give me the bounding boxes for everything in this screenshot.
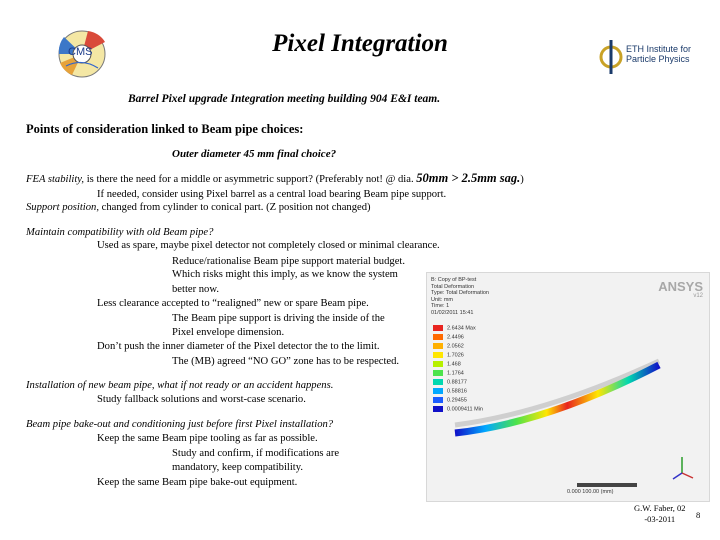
- axis-triad-icon: [673, 457, 693, 479]
- bakeout-heading: Beam pipe bake-out and conditioning just before first Pixel installation?: [26, 419, 334, 430]
- compat-line1: Used as spare, maybe pixel detector not completely closed or minimal clearance.: [97, 240, 440, 251]
- bakeout-line2: Study and confirm, if modifications are: [172, 448, 340, 459]
- ansys-version: v12: [693, 293, 703, 299]
- footer-author-line: G.W. Faber, 02: [634, 503, 686, 513]
- fea-line2: If needed, consider using Pixel barrel as a central load bearing Beam pipe support.: [97, 189, 447, 200]
- legend-value: 1.468: [447, 361, 461, 368]
- footer-date: -03-2011: [644, 514, 676, 524]
- sim-header-line: Unit: mm: [431, 296, 453, 303]
- sim-header-line: Type: Total Deformation: [431, 290, 489, 296]
- page-title: Pixel Integration: [272, 30, 448, 57]
- sim-header-line: B: Copy of BP-test: [431, 277, 477, 283]
- scale-label: 0.000 100.00 (mm): [567, 489, 614, 495]
- support-label: Support position,: [26, 202, 99, 213]
- sim-header-line: Time: 1: [431, 303, 450, 309]
- cms-logo-text: CMS: [68, 46, 93, 58]
- bakeout-line4: Keep the same Beam pipe bake-out equipment.: [97, 477, 298, 488]
- page-number: 8: [696, 510, 701, 520]
- fea-emphasis: 50mm > 2.5mm sag.: [416, 171, 521, 185]
- fea-text: is there the need for a middle or asymmetric support? (Preferably not! @ dia.: [84, 174, 414, 185]
- fea-label: FEA stability,: [26, 174, 85, 185]
- legend-value: 2.4496: [447, 334, 464, 341]
- bakeout-line1: Keep the same Beam pipe tooling as far as possible.: [97, 433, 318, 444]
- beam-pipe-deformation: [427, 273, 709, 501]
- legend-value: 1.1764: [447, 370, 464, 377]
- outer-diameter-question: Outer diameter 45 mm final choice?: [172, 148, 337, 160]
- compat-line9: The (MB) agreed “NO GO” zone has to be respected.: [172, 356, 400, 367]
- eth-logo-line1: ETH Institute for: [626, 44, 692, 54]
- bakeout-line3: mandatory, keep compatibility.: [172, 462, 304, 473]
- compat-line8: Don’t push the inner diameter of the Pixel detector the to the limit.: [97, 341, 380, 352]
- ansys-brand: ANSYS: [658, 279, 703, 294]
- legend-value: 0.0009411 Min: [447, 406, 483, 413]
- install-heading: Installation of new beam pipe, what if not ready or an accident happens.: [26, 380, 334, 391]
- support-line: [26, 201, 371, 214]
- compat-heading: Maintain compatibility with old Beam pipe?: [26, 227, 214, 238]
- fea-close: ): [520, 174, 524, 185]
- eth-logo-line2: Particle Physics: [626, 54, 690, 64]
- compat-line3: Which risks might this imply, as we know the system: [172, 269, 398, 280]
- footer-author: [634, 503, 686, 525]
- compat-line4: better now.: [172, 284, 219, 295]
- compat-line5: Less clearance accepted to “realigned” new or spare Beam pipe.: [97, 298, 369, 309]
- legend-value: 0.58816: [447, 388, 467, 395]
- support-text: changed from cylinder to conical part. (Z position not changed): [99, 202, 371, 213]
- fea-simulation-image: [426, 272, 710, 502]
- legend-value: 0.29455: [447, 397, 467, 404]
- compat-line7: Pixel envelope dimension.: [172, 327, 285, 338]
- sim-header-line: Total Deformation: [431, 283, 475, 290]
- compat-line2: Reduce/rationalise Beam pipe support material budget.: [172, 256, 405, 267]
- points-heading: Points of consideration linked to Beam pipe choices:: [26, 122, 304, 136]
- pipe-undeformed: [455, 361, 659, 425]
- sim-header-line: 01/02/2011 15:41: [431, 309, 474, 316]
- fea-line: [26, 172, 524, 186]
- legend-value: 0.88177: [447, 379, 467, 386]
- compat-line6: The Beam pipe support is driving the inside of the: [172, 313, 385, 324]
- scale-bar: [577, 483, 637, 487]
- install-line1: Study fallback solutions and worst-case scenario.: [97, 394, 306, 405]
- legend-value: 2.6434 Max: [447, 325, 476, 332]
- legend-value: 2.0562: [447, 343, 464, 350]
- legend-value: 1.7026: [447, 352, 464, 359]
- subtitle: Barrel Pixel upgrade Integration meeting building 904 E&I team.: [128, 93, 441, 105]
